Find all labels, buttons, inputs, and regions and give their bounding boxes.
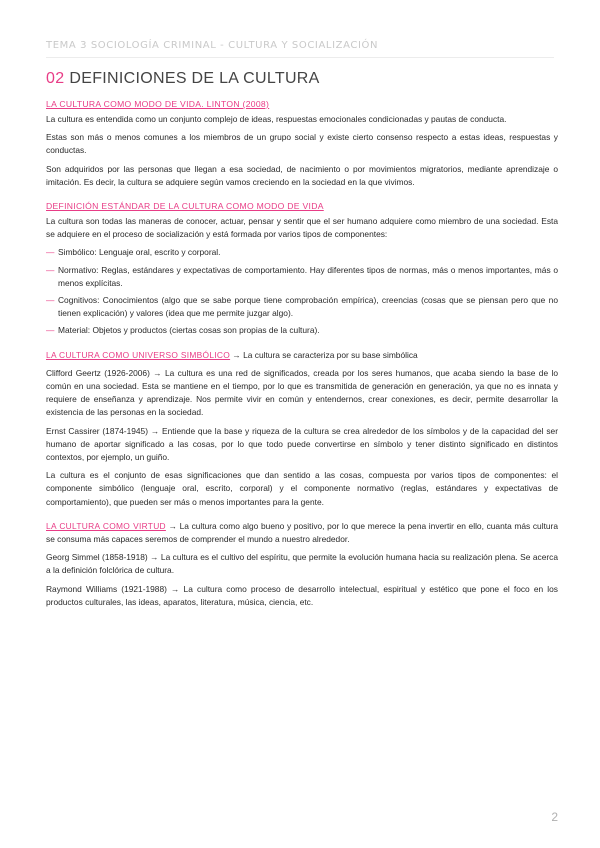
dash-bullet: — [46, 264, 55, 275]
subtitle-modo-de-vida: LA CULTURA COMO MODO DE VIDA. LINTON (2008) [46, 99, 270, 109]
section-number: 02 [46, 70, 65, 87]
subtitle-universo-simbolico-line: LA CULTURA COMO UNIVERSO SIMBÓLICO → La cultura se caracteriza por su base simbólica [46, 349, 418, 360]
content [46, 98, 558, 614]
paragraph: Son adquiridos por las personas que llegan a esa sociedad, de nacimiento o por movimientos migratorios, mediante aprendizaje o imitación. Es decir, la cultura se adquiere según vamos creciendo en la sociedad en la que vivimos. [46, 163, 558, 187]
dash-bullet: — [46, 247, 55, 258]
paragraph: La cultura es el conjunto de esas significaciones que dan sentido a las cosas, compuesta por varios tipos de componentes: el componente simbólico (lenguaje oral, escrito, corporal) y el componente normativo (reglas, estándares y expectativas de comportamiento), que pueden ser más o menos importantes para la gente. [46, 470, 558, 507]
paragraph: Estas son más o menos comunes a los miembros de un grupo social y existe cierto consenso respecto a estas ideas, respuestas y conductas. [46, 132, 558, 156]
list-item: — Normativo: Reglas, estándares y expectativas de comportamiento. Hay diferentes tipos de normas, más o menos importantes, más o menos explícitas. [46, 264, 558, 288]
paragraph: Georg Simmel (1858-1918) → La cultura es el cultivo del espíritu, que permite la evolución humana hacia su realización plena. Se acerca a la definición folclórica de cultura. [46, 552, 558, 576]
list-item: — Material: Objetos y productos (ciertas cosas son propias de la cultura). [46, 324, 558, 337]
paragraph: La cultura es entendida como un conjunto complejo de ideas, respuestas emocionales condicionadas y pautas de conducta. [46, 114, 507, 124]
header-divider [46, 57, 554, 58]
subtitle-virtud-line: LA CULTURA COMO VIRTUD → La cultura como algo bueno y positivo, por lo que merece la pena invertir en ello, cuanta más cultura se consuma más capaces seremos de comprender el mundo a nuestro alrededor. [46, 520, 558, 545]
page-number: 2 [551, 810, 558, 824]
paragraph: Clifford Geertz (1926-2006) → La cultura es una red de significados, creada por los seres humanos, que acaba siendo la base de lo común en una sociedad. Esta se mantiene en el tiempo, por lo que es transmitida de generación en generación, ya que no es innata y requiere de enseñanza y aprendizaje. Nos permite vivir en común y entendernos, crear conexiones, es decir, permite desarrollar la existencia de las personas en la sociedad. [46, 367, 558, 418]
paragraph: La cultura son todas las maneras de conocer, actuar, pensar y sentir que el ser humano adquiere como miembro de una sociedad. Esta se adquiere en el proceso de socialización y está formada por varios tipos de componentes: [46, 216, 558, 240]
section-title-text: DEFINICIONES DE LA CULTURA [69, 70, 320, 87]
dash-bullet: — [46, 295, 55, 306]
subtitle-universo-simbolico: LA CULTURA COMO UNIVERSO SIMBÓLICO [46, 349, 231, 360]
running-header: TEMA 3 SOCIOLOGÍA CRIMINAL - CULTURA Y SOCIALIZACIÓN [46, 40, 379, 51]
subtitle-virtud: LA CULTURA COMO VIRTUD [46, 520, 166, 531]
dash-bullet: — [46, 325, 55, 336]
subtitle-definicion-estandar: DEFINICIÓN ESTÁNDAR DE LA CULTURA COMO MODO DE VIDA [46, 201, 324, 212]
paragraph: Ernst Cassirer (1874-1945) → Entiende que la base y riqueza de la cultura se crea alrededor de los símbolos y de la capacidad del ser humano de aportar significado a las cosas, por lo que todo puede convertirse en símbolo y tener distinto significado en distintos contextos, por ejemplo, un guiño. [46, 425, 558, 463]
section-title [46, 70, 320, 88]
list-item: — Simbólico: Lenguaje oral, escrito y corporal. [46, 246, 558, 259]
list-item: — Cognitivos: Conocimientos (algo que se sabe porque tiene comprobación empírica), creencias (cosas que se piensan pero que no tienen explicación) y valores (idea que me permite juzgar algo). [46, 295, 558, 319]
paragraph: Raymond Williams (1921-1988) → La cultura como proceso de desarrollo intelectual, espiritual y estético que pone el foco en los productos culturales, las ideas, aparatos, literatura, música, ciencia, etc. [46, 583, 558, 607]
components-list [46, 246, 558, 337]
